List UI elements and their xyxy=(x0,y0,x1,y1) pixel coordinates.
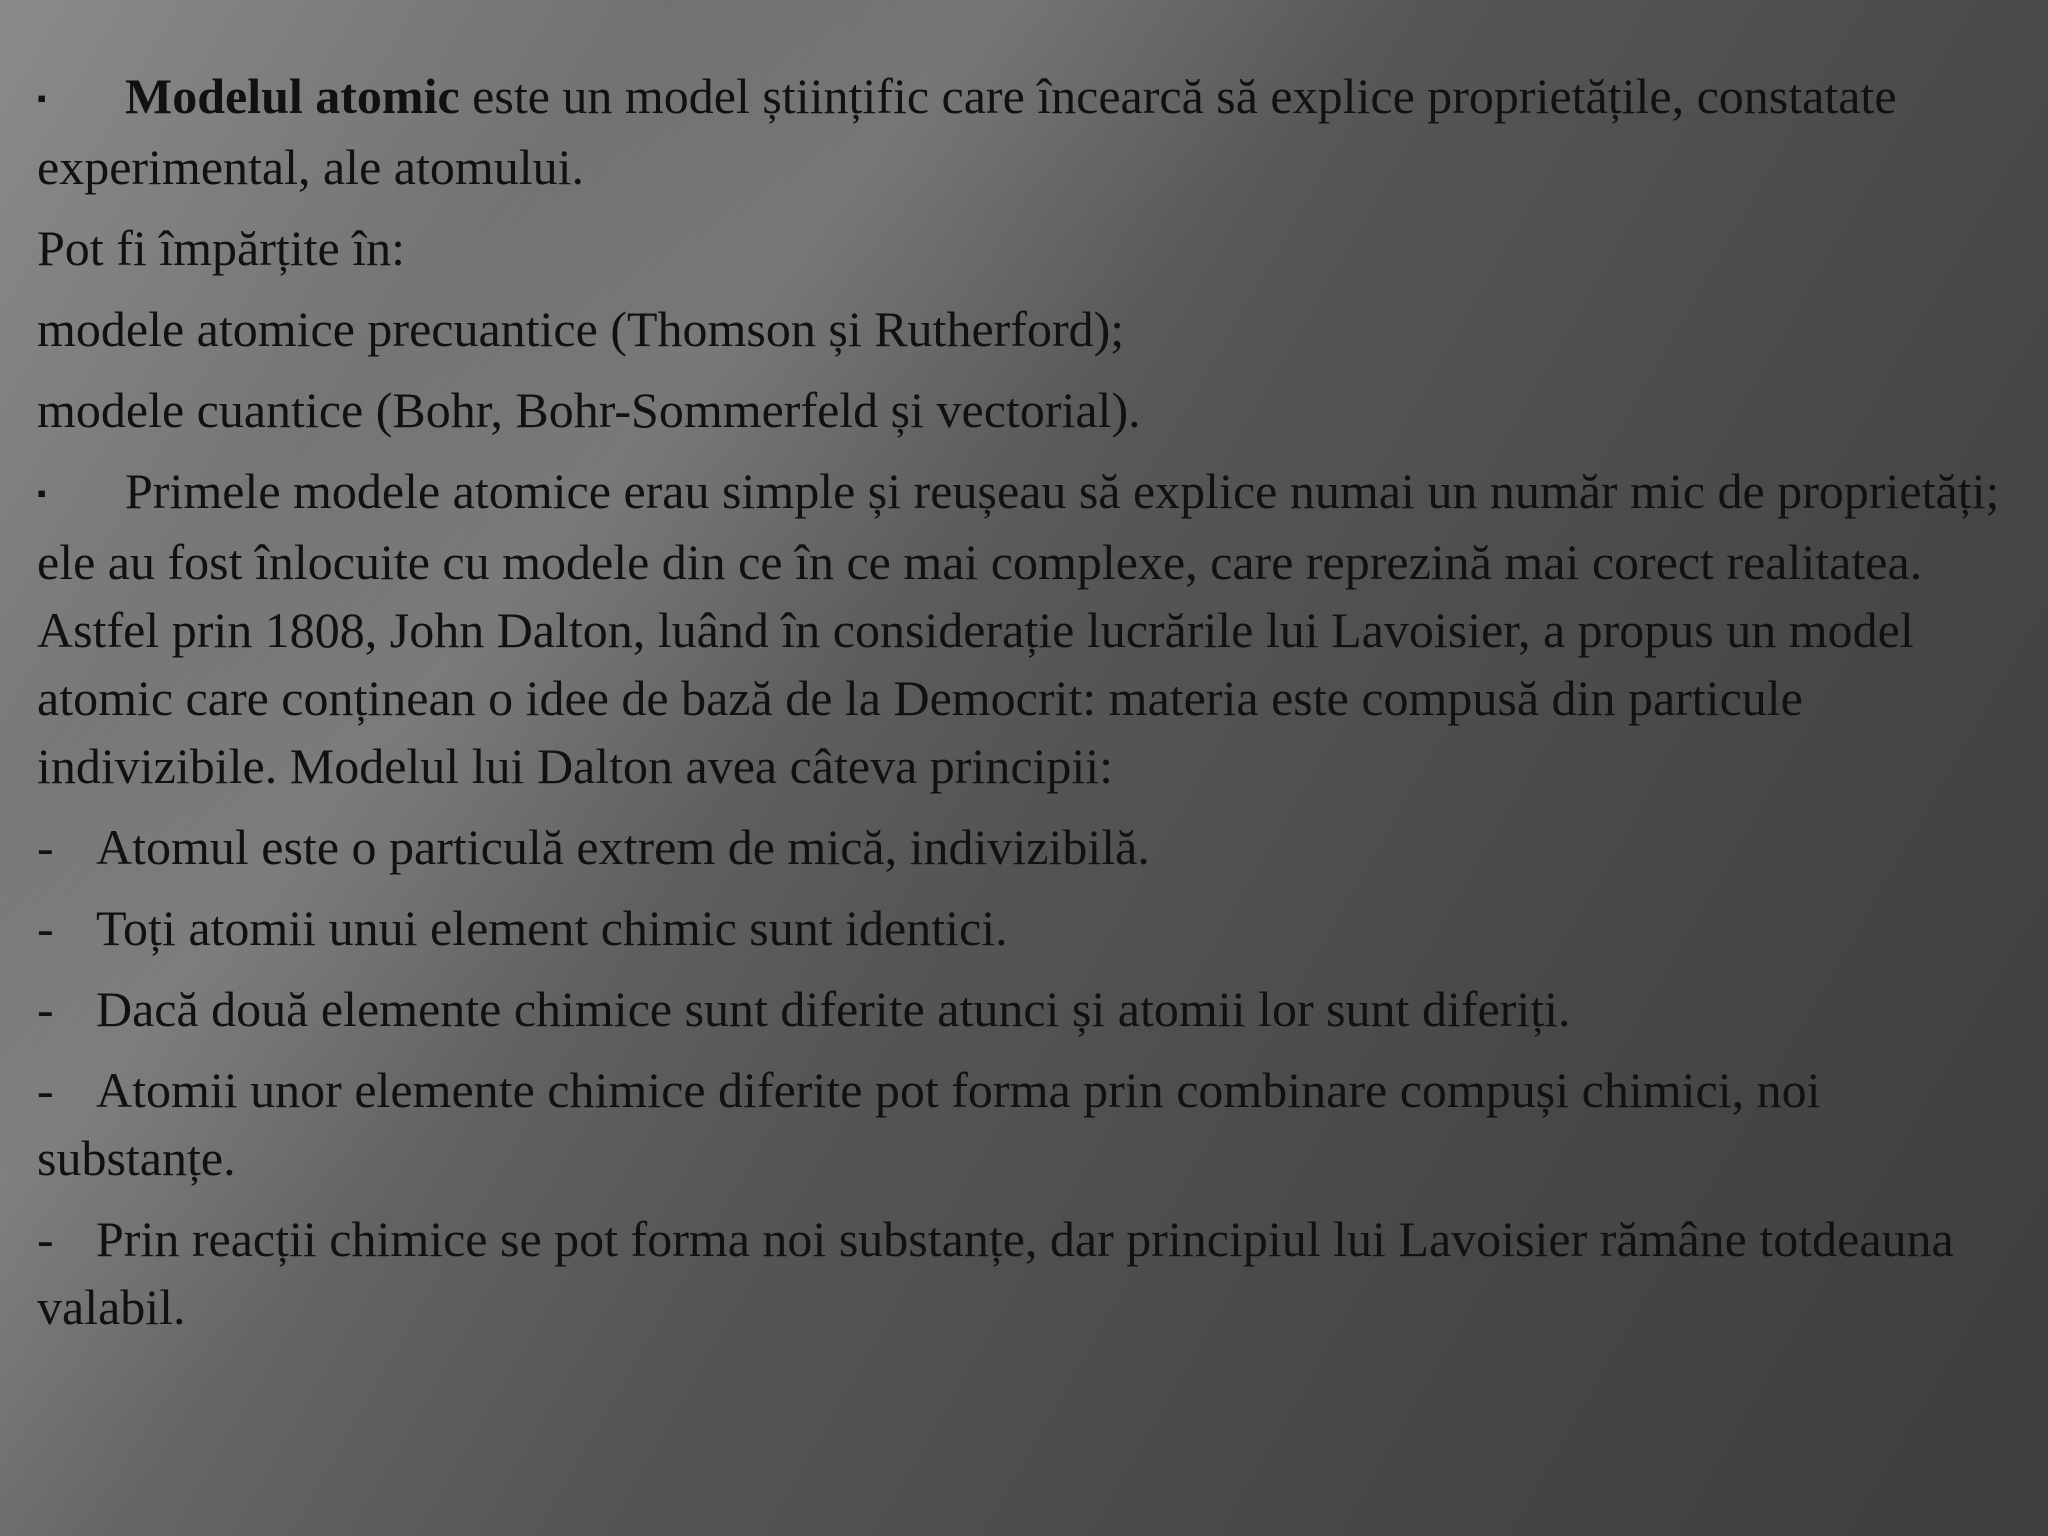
principle-text: Toți atomii unui element chimic sunt identici. xyxy=(96,900,1008,956)
dash-marker: - xyxy=(37,900,54,956)
square-bullet-icon: ▪ xyxy=(37,479,47,508)
dash-marker: - xyxy=(37,1211,54,1267)
principle-item xyxy=(37,813,2012,881)
square-bullet-icon: ▪ xyxy=(37,84,47,113)
slide-body xyxy=(37,62,2012,1341)
principle-item xyxy=(37,1205,2012,1341)
principle-text: Dacă două elemente chimice sunt diferite atunci și atomii lor sunt diferiți. xyxy=(96,981,1571,1037)
principle-item xyxy=(37,894,2012,962)
intro-bold-term: Modelul atomic xyxy=(125,68,460,124)
principle-text: Prin reacții chimice se pot forma noi substanțe, dar principiul lui Lavoisier rămâne totdeauna valabil. xyxy=(37,1211,1954,1335)
principle-item xyxy=(37,975,2012,1043)
history-paragraph xyxy=(37,457,2012,800)
principle-item xyxy=(37,1056,2012,1192)
intro-paragraph xyxy=(37,62,2012,201)
dash-marker: - xyxy=(37,1062,54,1118)
intro-text: este un model științific care încearcă să explice proprietățile, constatate experimental, ale atomului. xyxy=(37,68,1897,195)
dash-marker: - xyxy=(37,981,54,1037)
history-text: Primele modele atomice erau simple și reușeau să explice numai un număr mic de proprietăți; ele au fost înlocuite cu modele din ce în ce mai complexe, care reprezină mai corect realitatea. Astfel prin 1808, John Dalton, luând în considerație lucrările lui Lavoisier, a propus un model atomic care conținean o idee de bază de la Democrit: materia este compusă din particule indivizibile. Modelul lui Dalton avea câteva principii: xyxy=(37,463,2000,794)
division-heading: Pot fi împărțite în: xyxy=(37,220,406,276)
division-item: modele atomice precuantice (Thomson și Rutherford); xyxy=(37,301,1125,357)
division-item: modele cuantice (Bohr, Bohr-Sommerfeld și vectorial). xyxy=(37,382,1141,438)
principle-text: Atomul este o particulă extrem de mică, indivizibilă. xyxy=(96,819,1150,875)
principle-text: Atomii unor elemente chimice diferite pot forma prin combinare compuși chimici, noi substanțe. xyxy=(37,1062,1821,1186)
dash-marker: - xyxy=(37,819,54,875)
